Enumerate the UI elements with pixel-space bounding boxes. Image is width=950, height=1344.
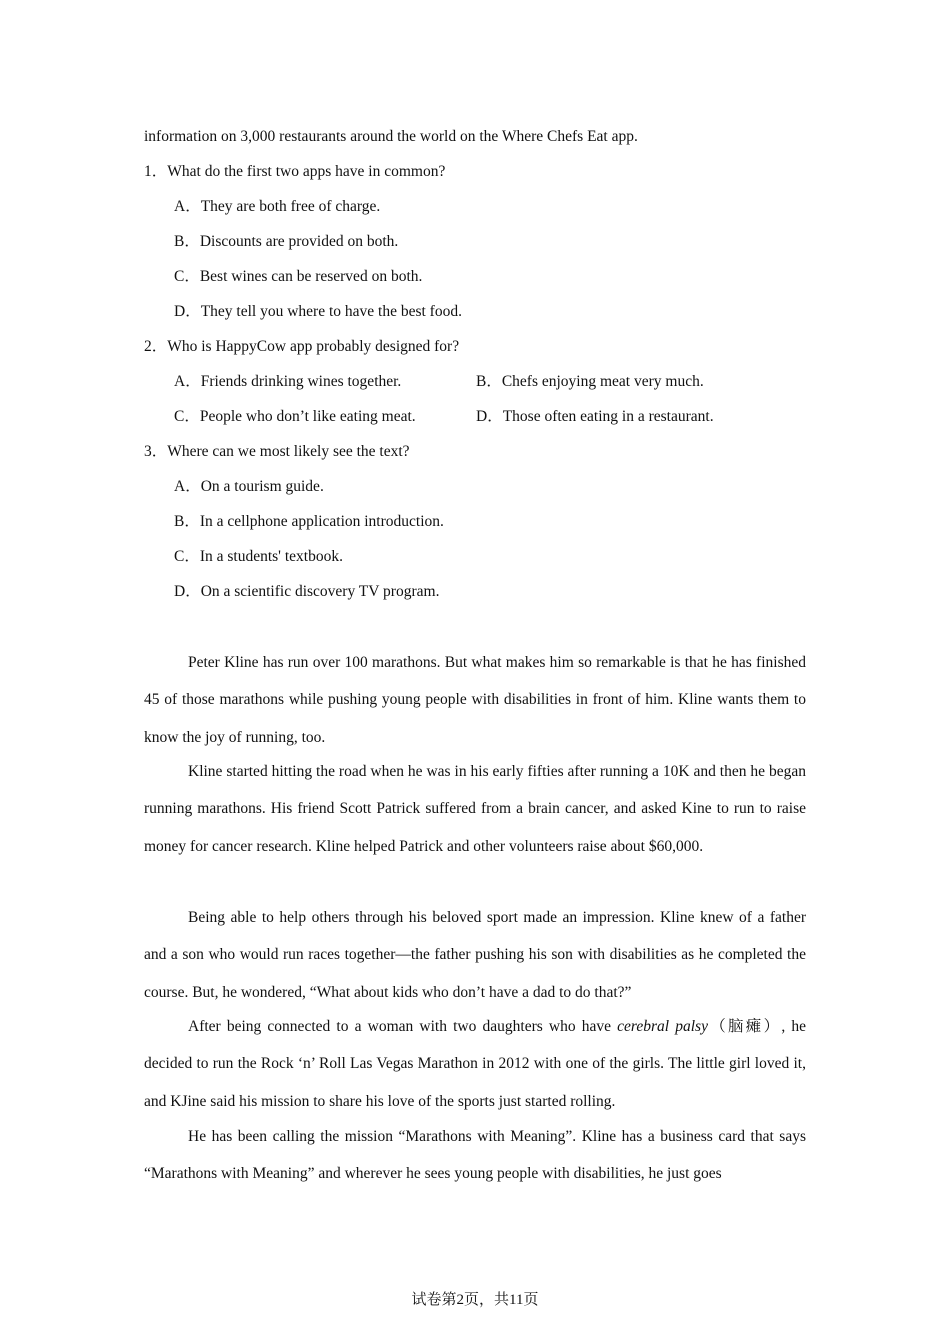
question-3-stem: 3．Where can we most likely see the text? bbox=[144, 443, 410, 460]
question-1-option-b: B．Discounts are provided on both. bbox=[174, 233, 399, 250]
question-3-option-b: B．In a cellphone application introduction. bbox=[174, 513, 444, 530]
question-1-option-c: C．Best wines can be reserved on both. bbox=[174, 268, 423, 285]
question-2-option-b: B．Chefs enjoying meat very much. bbox=[476, 373, 704, 390]
passage-paragraph-3: Being able to help others through his beloved sport made an impression. Kline knew of a father and a son who would run races together—the father pushing his son with disabilities as he completed the course. But, he wondered, “What about kids who don’t have a dad to do that?” bbox=[144, 909, 806, 1001]
question-1-option-d: D．They tell you where to have the best food. bbox=[174, 303, 462, 320]
passage-paragraph-1: Peter Kline has run over 100 marathons. But what makes him so remarkable is that he has finished 45 of those marathons while pushing young people with disabilities in front of him. Kline wants them to know the joy of running, too. bbox=[144, 654, 806, 746]
question-3-option-a: A．On a tourism guide. bbox=[174, 478, 324, 495]
question-1-option-a: A．They are both free of charge. bbox=[174, 198, 381, 215]
question-2-stem: 2．Who is HappyCow app probably designed for? bbox=[144, 338, 460, 355]
passage-paragraph-4-text-end: （脑瘫）, he decided to run the Rock ‘n’ Roll Las Vegas Marathon in 2012 with one of the girls. The little girl loved it, and KJine said his mission to share his love of the sports just started rolling. bbox=[144, 1018, 806, 1110]
passage-continuation: information on 3,000 restaurants around the world on the Where Chefs Eat app. bbox=[144, 128, 638, 145]
passage-paragraph-4-text-start: After being connected to a woman with two daughters who have bbox=[188, 1018, 618, 1035]
question-3-option-c: C．In a students' textbook. bbox=[174, 548, 343, 565]
passage-paragraph-5: He has been calling the mission “Marathons with Meaning”. Kline has a business card that says “Marathons with Meaning” and wherever he sees young people with disabilities, he just goes bbox=[144, 1128, 806, 1183]
question-2-option-a: A．Friends drinking wines together. bbox=[174, 373, 402, 390]
passage-paragraph-2: Kline started hitting the road when he was in his early fifties after running a 10K and then he began running marathons. His friend Scott Patrick suffered from a brain cancer, and asked Kine to run to raise money for cancer research. Kline helped Patrick and other volunteers raise about $60,000. bbox=[144, 763, 806, 855]
question-3-option-d: D．On a scientific discovery TV program. bbox=[174, 583, 440, 600]
passage-italic-term: cerebral palsy bbox=[617, 1018, 708, 1035]
page-footer: 试卷第2页，共11页 bbox=[411, 1292, 539, 1308]
question-2-option-c: C．People who don’t like eating meat. bbox=[174, 408, 416, 425]
question-1-stem: 1．What do the first two apps have in common? bbox=[144, 163, 446, 180]
question-2-option-d: D．Those often eating in a restaurant. bbox=[476, 408, 714, 425]
passage-paragraph-4 bbox=[144, 1008, 806, 1120]
